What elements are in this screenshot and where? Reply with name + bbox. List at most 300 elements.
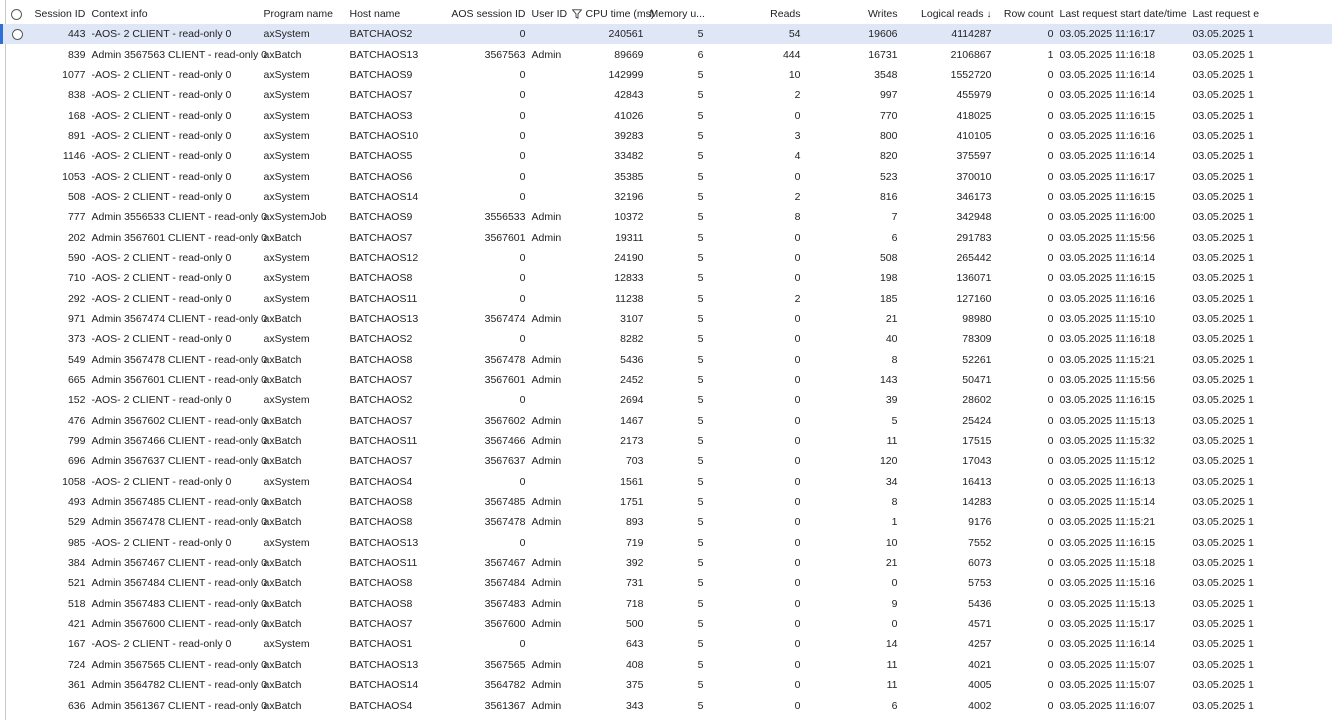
cell-user-id <box>529 390 569 410</box>
cell-filter-spacer <box>569 695 583 715</box>
cell-user-id: Admin <box>531 231 562 244</box>
table-row[interactable] <box>2 227 1332 247</box>
table-row[interactable] <box>2 614 1332 634</box>
cell-last-request-end: 03.05.2025 1 <box>1192 89 1254 102</box>
row-select-cell[interactable] <box>2 288 32 308</box>
table-row[interactable] <box>2 512 1332 532</box>
table-row[interactable] <box>2 553 1332 573</box>
cell-writes: 39 <box>885 394 898 407</box>
cell-memory: 5 <box>697 435 704 448</box>
cell-session-id: 202 <box>67 231 86 244</box>
radio-icon[interactable] <box>12 29 23 40</box>
cell-last-request-end: 03.05.2025 1 <box>1192 353 1254 366</box>
cell-session-id: 167 <box>67 638 86 651</box>
row-select-cell[interactable] <box>2 329 32 349</box>
cell-context-info: -AOS- 2 CLIENT - read-only 0 <box>91 292 232 305</box>
cell-aos-session-id: 0 <box>519 150 526 163</box>
row-select-cell[interactable] <box>2 268 32 288</box>
cell-last-request-end: 03.05.2025 1 <box>1192 557 1254 570</box>
cell-memory: 6 <box>697 48 704 61</box>
cell-session-id: 152 <box>67 394 86 407</box>
cell-context-info: -AOS- 2 CLIENT - read-only 0 <box>91 89 232 102</box>
table-row[interactable] <box>2 187 1332 207</box>
cell-program-name: axSystem <box>263 129 310 142</box>
cell-last-request-start: 03.05.2025 11:16:16 <box>1059 292 1156 305</box>
cell-cpu-time: 19311 <box>615 231 644 244</box>
cell-program-name: axBatch <box>263 597 302 610</box>
table-row[interactable] <box>2 594 1332 614</box>
col-header-logical-reads-label: Logical reads <box>921 8 984 20</box>
cell-aos-session-id: 3567478 <box>484 353 526 366</box>
cell-logical-reads: 16413 <box>962 475 992 488</box>
cell-row-count: 0 <box>1047 68 1054 81</box>
cell-logical-reads: 5436 <box>968 597 992 610</box>
cell-logical-reads: 375597 <box>956 150 992 163</box>
cell-host-name: BATCHAOS13 <box>349 312 419 325</box>
cell-user-id: Admin <box>531 597 562 610</box>
cell-cpu-time: 32196 <box>614 190 644 203</box>
cell-memory: 5 <box>697 577 704 590</box>
cell-reads: 0 <box>794 455 801 468</box>
col-header-aos-session-id[interactable]: AOS session ID <box>451 8 526 20</box>
cell-memory: 5 <box>697 679 704 692</box>
cell-writes: 6 <box>891 699 898 712</box>
cell-last-request-end: 03.05.2025 1 <box>1192 211 1254 224</box>
cell-cpu-time: 703 <box>625 455 644 468</box>
cell-logical-reads: 25424 <box>962 414 992 427</box>
cell-session-id: 384 <box>67 557 86 570</box>
cell-row-count: 0 <box>1047 597 1054 610</box>
cell-writes: 523 <box>879 170 898 183</box>
cell-logical-reads: 370010 <box>956 170 992 183</box>
cell-last-request-end: 03.05.2025 1 <box>1192 496 1254 509</box>
cell-cpu-time: 408 <box>625 658 644 671</box>
cell-program-name: axBatch <box>263 435 302 448</box>
table-row[interactable] <box>2 533 1332 553</box>
row-select-cell[interactable] <box>2 309 32 329</box>
cell-user-id: Admin <box>531 353 562 366</box>
row-select-cell[interactable] <box>2 105 32 125</box>
row-select-cell[interactable] <box>2 187 32 207</box>
cell-memory: 5 <box>697 150 704 163</box>
cell-host-name: BATCHAOS11 <box>349 435 418 448</box>
cell-last-request-end: 03.05.2025 1 <box>1192 374 1254 387</box>
cell-row-count: 0 <box>1047 353 1054 366</box>
cell-host-name: BATCHAOS9 <box>349 211 413 224</box>
table-row[interactable] <box>2 370 1332 390</box>
cell-last-request-end: 03.05.2025 1 <box>1192 516 1254 529</box>
col-header-session-id[interactable]: Session ID <box>34 8 86 20</box>
cell-cpu-time: 2694 <box>620 394 644 407</box>
cell-filter-spacer <box>569 533 583 553</box>
table-row[interactable] <box>2 451 1332 471</box>
cell-writes: 10 <box>885 536 898 549</box>
row-select-cell[interactable] <box>2 411 32 431</box>
cell-cpu-time: 142999 <box>608 68 644 81</box>
cell-last-request-end: 03.05.2025 1 <box>1192 679 1254 692</box>
row-select-cell[interactable] <box>2 350 32 370</box>
cell-filter-spacer <box>569 24 583 44</box>
cell-last-request-end: 03.05.2025 1 <box>1192 414 1254 427</box>
cell-aos-session-id: 0 <box>519 536 526 549</box>
cell-memory: 5 <box>697 292 704 305</box>
cell-reads: 3 <box>794 129 801 142</box>
row-select-cell[interactable] <box>2 85 32 105</box>
filter-icon[interactable] <box>572 9 580 19</box>
cell-host-name: BATCHAOS7 <box>349 455 413 468</box>
col-header-memory[interactable]: Memory u... <box>649 8 705 20</box>
cell-row-count: 0 <box>1047 292 1054 305</box>
cell-host-name: BATCHAOS2 <box>347 24 442 44</box>
row-select-cell[interactable] <box>2 451 32 471</box>
cell-user-id <box>529 187 569 207</box>
cell-session-id: 292 <box>67 292 86 305</box>
cell-last-request-end: 03.05.2025 1 <box>1192 475 1254 488</box>
cell-logical-reads: 14283 <box>962 496 992 509</box>
table-row[interactable] <box>2 675 1332 695</box>
cell-row-count: 0 <box>1047 394 1054 407</box>
table-row[interactable] <box>2 105 1332 125</box>
table-row[interactable] <box>2 431 1332 451</box>
table-row[interactable] <box>2 492 1332 512</box>
row-select-cell[interactable] <box>2 655 32 675</box>
cell-last-request-end: 03.05.2025 1 <box>1192 292 1254 305</box>
row-select-cell[interactable] <box>2 472 32 492</box>
col-header-program-name[interactable]: Program name <box>263 8 333 20</box>
cell-memory: 5 <box>697 638 704 651</box>
col-header-row-count[interactable]: Row count <box>1003 8 1054 20</box>
row-select-cell[interactable] <box>2 126 32 146</box>
cell-user-id: Admin <box>531 312 562 325</box>
cell-filter-spacer <box>569 594 583 614</box>
row-select-cell[interactable] <box>2 492 32 512</box>
cell-user-id: Admin <box>531 374 562 387</box>
cell-cpu-time: 1561 <box>620 475 644 488</box>
row-select-cell[interactable] <box>2 24 32 44</box>
cell-last-request-start: 03.05.2025 11:15:21 <box>1059 353 1156 366</box>
cell-program-name: axBatch <box>263 496 302 509</box>
cell-host-name: BATCHAOS7 <box>349 89 413 102</box>
cell-last-request-start: 03.05.2025 11:15:17 <box>1059 618 1156 631</box>
cell-reads: 0 <box>794 557 801 570</box>
cell-last-request-end: 03.05.2025 1 <box>1192 190 1254 203</box>
cell-reads: 0 <box>794 496 801 509</box>
cell-memory: 5 <box>697 333 704 346</box>
cell-program-name: axSystem <box>263 150 310 163</box>
table-row[interactable] <box>2 695 1332 715</box>
table-row[interactable] <box>2 44 1332 64</box>
cell-memory: 5 <box>697 211 704 224</box>
cell-program-name: axBatch <box>263 699 302 712</box>
cell-filter-spacer <box>569 411 583 431</box>
row-select-cell[interactable] <box>2 614 32 634</box>
cell-session-id: 508 <box>67 190 86 203</box>
table-row[interactable] <box>2 655 1332 675</box>
cell-aos-session-id: 3567467 <box>484 557 526 570</box>
cell-filter-spacer <box>569 492 583 512</box>
cell-host-name: BATCHAOS7 <box>349 414 413 427</box>
cell-program-name: axBatch <box>263 374 302 387</box>
sort-descending-icon[interactable]: ↓ <box>986 9 992 20</box>
cell-session-id: 421 <box>67 618 86 631</box>
cell-filter-spacer <box>569 85 583 105</box>
cell-reads: 444 <box>782 48 801 61</box>
cell-user-id: Admin <box>531 48 562 61</box>
col-header-cpu-time[interactable]: CPU time (ms) <box>585 8 655 20</box>
cell-reads: 4 <box>794 150 801 163</box>
row-select-cell[interactable] <box>2 553 32 573</box>
cell-last-request-end: 03.05.2025 1 <box>1192 48 1254 61</box>
cell-logical-reads: 4114287 <box>901 24 995 44</box>
cell-reads: 0 <box>794 516 801 529</box>
cell-last-request-end: 03.05.2025 1 <box>1192 231 1254 244</box>
cell-user-id: Admin <box>531 211 562 224</box>
cell-last-request-start: 03.05.2025 11:16:14 <box>1059 68 1156 81</box>
cell-filter-spacer <box>569 187 583 207</box>
table-row[interactable] <box>2 350 1332 370</box>
cell-user-id <box>529 248 569 268</box>
row-select-cell[interactable] <box>2 573 32 593</box>
cell-reads: 0 <box>794 536 801 549</box>
row-select-cell[interactable] <box>2 248 32 268</box>
cell-program-name: axSystem <box>263 170 310 183</box>
cell-memory: 5 <box>697 699 704 712</box>
cell-cpu-time: 2173 <box>620 435 644 448</box>
cell-row-count: 0 <box>1047 109 1054 122</box>
cell-cpu-time: 240561 <box>583 24 647 44</box>
cell-memory: 5 <box>697 68 704 81</box>
select-all-radio[interactable] <box>2 4 32 24</box>
cell-user-id <box>529 105 569 125</box>
cell-host-name: BATCHAOS8 <box>349 577 413 590</box>
cell-memory: 5 <box>697 597 704 610</box>
col-header-logical-reads[interactable] <box>901 4 995 24</box>
row-select-cell[interactable] <box>2 390 32 410</box>
row-select-cell[interactable] <box>2 533 32 553</box>
cell-reads: 0 <box>794 333 801 346</box>
cell-memory: 5 <box>697 618 704 631</box>
table-row[interactable] <box>2 329 1332 349</box>
table-row[interactable] <box>2 472 1332 492</box>
row-select-cell[interactable] <box>2 512 32 532</box>
cell-filter-spacer <box>569 126 583 146</box>
cell-row-count: 0 <box>1047 618 1054 631</box>
table-row[interactable] <box>2 411 1332 431</box>
cell-logical-reads: 52261 <box>962 353 992 366</box>
cell-last-request-start: 03.05.2025 11:15:10 <box>1059 312 1156 325</box>
cell-cpu-time: 1467 <box>620 414 644 427</box>
cell-writes: 1 <box>891 516 898 529</box>
table-row[interactable] <box>2 126 1332 146</box>
cell-session-id: 373 <box>67 333 86 346</box>
cell-context-info: Admin 3567485 CLIENT - read-only 0 <box>91 496 267 509</box>
col-header-reads[interactable]: Reads <box>770 8 801 20</box>
table-row[interactable] <box>2 634 1332 654</box>
cell-row-count: 0 <box>1047 170 1054 183</box>
cell-last-request-start: 03.05.2025 11:15:56 <box>1059 374 1156 387</box>
cell-cpu-time: 500 <box>625 618 644 631</box>
cell-program-name: axBatch <box>263 679 302 692</box>
cell-session-id: 777 <box>67 211 86 224</box>
cell-user-id <box>529 126 569 146</box>
cell-reads: 2 <box>794 190 801 203</box>
cell-writes: 770 <box>879 109 898 122</box>
table-row[interactable] <box>2 146 1332 166</box>
cell-user-id: Admin <box>531 618 562 631</box>
cell-host-name: BATCHAOS8 <box>349 272 413 285</box>
cell-reads: 0 <box>794 597 801 610</box>
cell-last-request-start: 03.05.2025 11:15:21 <box>1059 516 1156 529</box>
cell-user-id: Admin <box>531 455 562 468</box>
cell-context-info: -AOS- 2 CLIENT - read-only 0 <box>91 638 232 651</box>
cell-last-request-start: 03.05.2025 11:16:00 <box>1059 211 1156 224</box>
table-row[interactable] <box>2 288 1332 308</box>
cell-host-name: BATCHAOS11 <box>349 557 418 570</box>
cell-filter-spacer <box>569 390 583 410</box>
cell-writes: 0 <box>891 618 898 631</box>
col-header-last-request-start[interactable]: Last request start date/time <box>1059 8 1187 20</box>
table-row[interactable] <box>2 85 1332 105</box>
row-select-cell[interactable] <box>2 695 32 715</box>
table-row[interactable] <box>2 268 1332 288</box>
cell-program-name: axBatch <box>263 48 302 61</box>
row-select-cell[interactable] <box>2 65 32 85</box>
cell-host-name: BATCHAOS8 <box>349 516 413 529</box>
cell-cpu-time: 42843 <box>614 89 644 102</box>
cell-last-request-end: 03.05.2025 1 <box>1192 150 1254 163</box>
cell-logical-reads: 265442 <box>956 251 992 264</box>
table-row[interactable] <box>2 166 1332 186</box>
cell-row-count: 0 <box>1047 374 1054 387</box>
row-select-cell[interactable] <box>2 166 32 186</box>
cell-memory: 5 <box>697 557 704 570</box>
cell-row-count: 0 <box>1047 272 1054 285</box>
cell-writes: 9 <box>891 597 898 610</box>
row-select-cell[interactable] <box>2 594 32 614</box>
cell-memory: 5 <box>697 312 704 325</box>
cell-context-info: Admin 3567483 CLIENT - read-only 0 <box>91 597 267 610</box>
cell-writes: 11 <box>886 679 898 692</box>
cell-writes: 21 <box>885 557 898 570</box>
cell-aos-session-id: 0 <box>519 129 526 142</box>
row-select-cell[interactable] <box>2 146 32 166</box>
col-header-user-id[interactable]: User ID <box>531 8 568 20</box>
cell-logical-reads: 17043 <box>962 455 992 468</box>
cell-logical-reads: 410105 <box>956 129 992 142</box>
cell-aos-session-id: 3567563 <box>484 48 526 61</box>
cell-last-request-start: 03.05.2025 11:15:12 <box>1059 455 1156 468</box>
cell-session-id: 799 <box>67 435 86 448</box>
col-header-writes[interactable]: Writes <box>867 8 898 20</box>
cell-writes: 6 <box>891 231 898 244</box>
cell-row-count: 0 <box>1047 150 1054 163</box>
cell-user-id <box>529 166 569 186</box>
table-row[interactable] <box>2 390 1332 410</box>
cell-cpu-time: 731 <box>625 577 644 590</box>
cell-memory: 5 <box>697 496 704 509</box>
col-header-context-info[interactable]: Context info <box>91 8 148 20</box>
row-select-cell[interactable] <box>2 431 32 451</box>
cell-memory: 5 <box>697 109 704 122</box>
cell-logical-reads: 4257 <box>968 638 992 651</box>
cell-program-name: axSystem <box>263 536 310 549</box>
cell-session-id: 549 <box>67 353 86 366</box>
col-header-host-name[interactable]: Host name <box>349 8 401 20</box>
row-select-cell[interactable] <box>2 370 32 390</box>
cell-program-name: axBatch <box>263 658 302 671</box>
table-row[interactable] <box>2 65 1332 85</box>
cell-row-count: 0 <box>1047 435 1054 448</box>
cell-logical-reads: 4021 <box>968 658 992 671</box>
cell-user-id: Admin <box>531 658 562 671</box>
cell-memory: 5 <box>697 516 704 529</box>
radio-icon[interactable] <box>11 9 22 20</box>
cell-filter-spacer <box>569 105 583 125</box>
cell-program-name: axBatch <box>263 312 302 325</box>
cell-context-info: Admin 3567563 CLIENT - read-only 0 <box>91 48 267 61</box>
cell-writes: 16731 <box>868 48 898 61</box>
cell-last-request-start: 03.05.2025 11:16:15 <box>1059 190 1156 203</box>
cell-writes: 816 <box>879 190 898 203</box>
cell-host-name: BATCHAOS14 <box>349 190 419 203</box>
cell-user-id: Admin <box>531 699 562 712</box>
grid-body <box>2 24 1332 716</box>
table-row[interactable] <box>2 24 1332 44</box>
cell-context-info: Admin 3567602 CLIENT - read-only 0 <box>91 414 267 427</box>
row-select-cell[interactable] <box>2 207 32 227</box>
cell-reads: 0 <box>794 658 801 671</box>
cell-writes: 198 <box>879 272 898 285</box>
cell-last-request-end: 03.05.2025 1 <box>1192 170 1254 183</box>
cell-last-request-end: 03.05.2025 1 <box>1192 577 1254 590</box>
filter-button[interactable] <box>569 4 583 24</box>
cell-last-request-end: 03.05.2025 1 <box>1192 618 1254 631</box>
row-select-cell[interactable] <box>2 44 32 64</box>
cell-aos-session-id: 3567565 <box>484 658 526 671</box>
table-row[interactable] <box>2 207 1332 227</box>
table-row[interactable] <box>2 573 1332 593</box>
table-row[interactable] <box>2 309 1332 329</box>
cell-context-info: -AOS- 2 CLIENT - read-only 0 <box>91 109 232 122</box>
cell-writes: 820 <box>879 150 898 163</box>
cell-row-count: 0 <box>995 24 1057 44</box>
cell-row-count: 0 <box>1047 231 1054 244</box>
cell-user-id: Admin <box>531 414 562 427</box>
cell-cpu-time: 33482 <box>614 150 644 163</box>
row-select-cell[interactable] <box>2 675 32 695</box>
row-select-cell[interactable] <box>2 634 32 654</box>
cell-context-info: -AOS- 2 CLIENT - read-only 0 <box>89 24 261 44</box>
cell-last-request-start: 03.05.2025 11:16:15 <box>1059 394 1156 407</box>
cell-aos-session-id: 3567483 <box>484 597 526 610</box>
cell-last-request-start: 03.05.2025 11:16:15 <box>1059 109 1156 122</box>
cell-filter-spacer <box>569 614 583 634</box>
cell-writes: 40 <box>885 333 898 346</box>
cell-program-name: axSystem <box>263 251 310 264</box>
cell-memory: 5 <box>697 129 704 142</box>
row-select-cell[interactable] <box>2 227 32 247</box>
cell-memory: 5 <box>697 190 704 203</box>
cell-program-name: axSystem <box>263 190 310 203</box>
cell-context-info: Admin 3561367 CLIENT - read-only 0 <box>91 699 267 712</box>
table-row[interactable] <box>2 248 1332 268</box>
col-header-last-request-end[interactable]: Last request e <box>1192 8 1260 20</box>
cell-aos-session-id: 0 <box>519 190 526 203</box>
cell-aos-session-id: 3567601 <box>484 374 526 387</box>
cell-reads: 0 <box>794 170 801 183</box>
cell-filter-spacer <box>569 553 583 573</box>
cell-reads: 0 <box>794 435 801 448</box>
